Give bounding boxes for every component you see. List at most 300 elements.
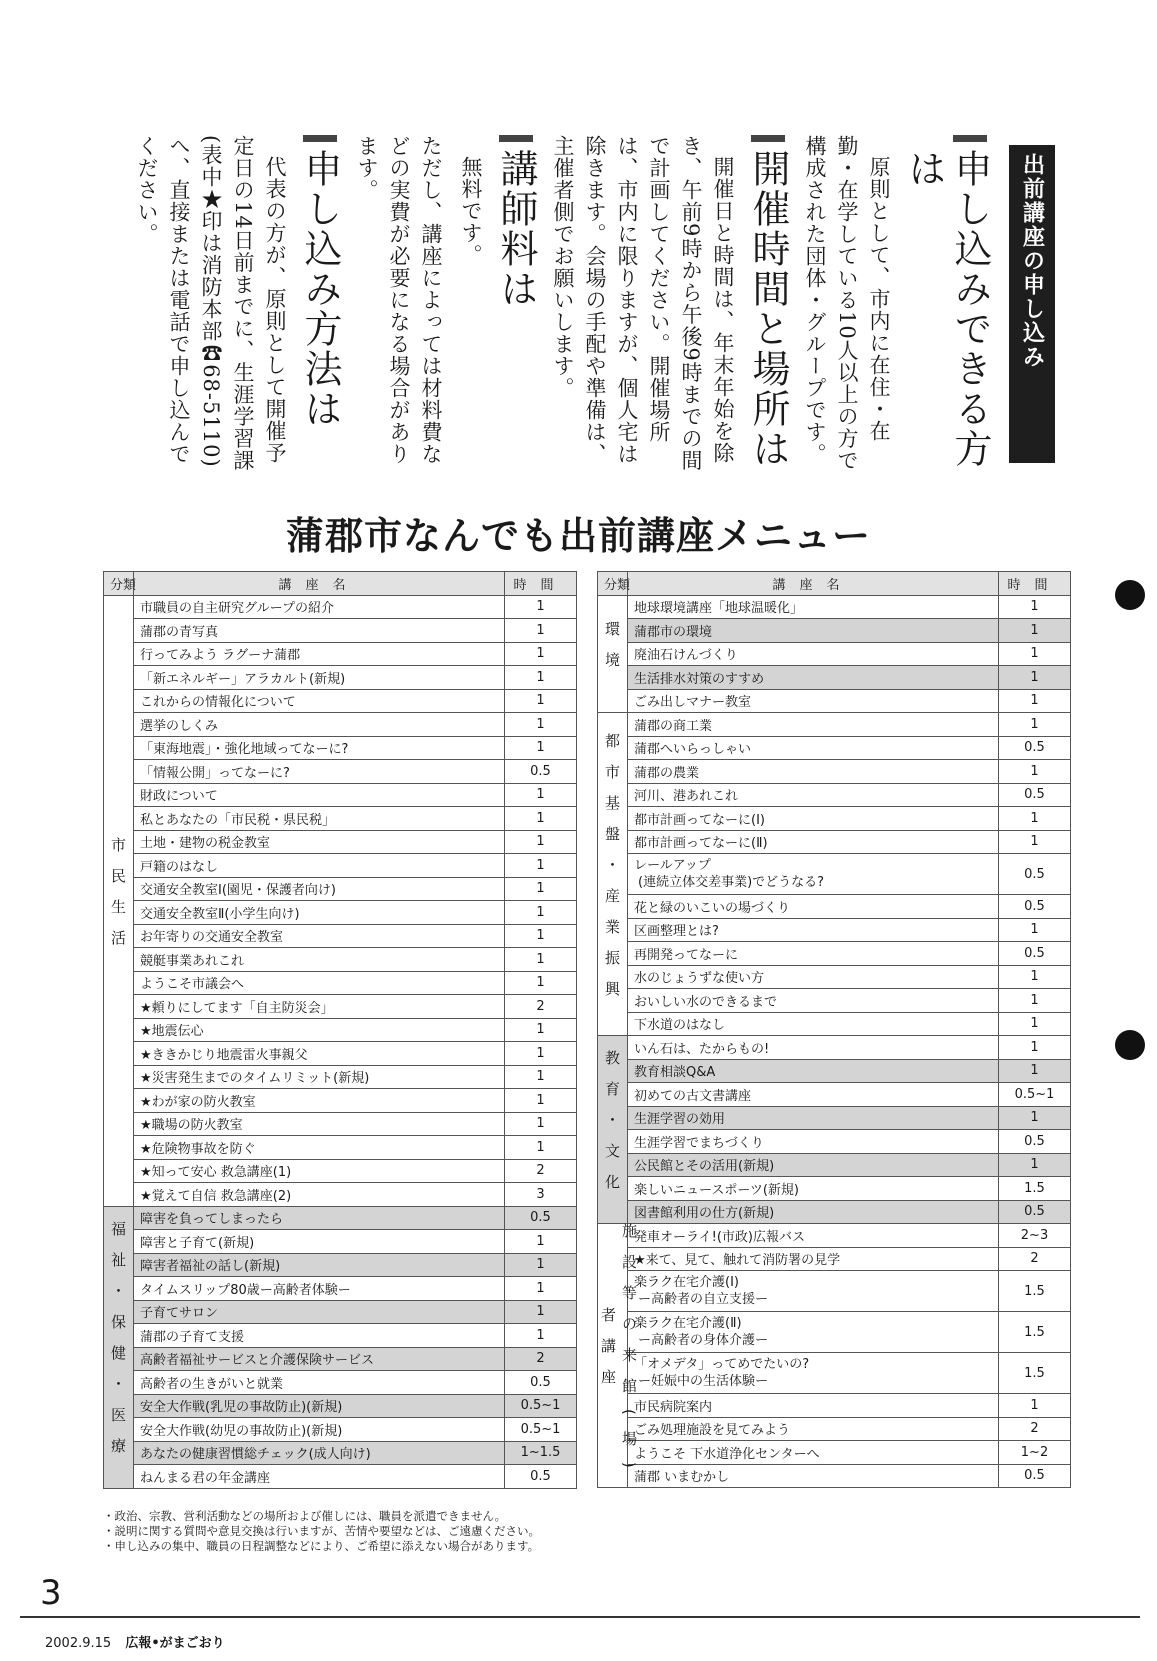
course-time: 1.5 <box>999 1271 1071 1312</box>
course-title: 「オメデタ」ってめでたいの? <box>634 1357 810 1372</box>
course-time: 1 <box>505 1018 577 1042</box>
course-name <box>628 1312 999 1353</box>
course-title: 教育相談Q&A <box>634 1065 716 1081</box>
course-title: 生活排水対策のすすめ <box>634 671 765 687</box>
course-time: 1 <box>999 666 1071 690</box>
table-row <box>598 1059 1071 1083</box>
course-title: 楽ラク在宅介護(Ⅱ) <box>634 1316 742 1331</box>
course-title: ★来て、見て、触れて消防署の見学 <box>634 1253 841 1269</box>
course-title: 蒲郡の農業 <box>634 765 700 781</box>
course-name <box>628 1200 999 1224</box>
course-title: 生涯学習でまちづくり <box>634 1135 764 1151</box>
course-time: 1.5 <box>999 1177 1071 1201</box>
table-row <box>104 1300 577 1324</box>
header-name: 講座名 <box>134 572 505 596</box>
footer <box>45 1632 225 1651</box>
punch-hole <box>1115 580 1145 610</box>
header-time: 時間 <box>999 572 1071 596</box>
course-name <box>134 1441 505 1465</box>
course-title: 都市計画ってなーに(Ⅱ) <box>634 836 768 852</box>
course-name <box>628 1417 999 1441</box>
table-row <box>104 1159 577 1183</box>
course-time: 1 <box>999 830 1071 854</box>
category-label: 福祉・保健・医療 <box>109 1221 127 1469</box>
header-name: 講座名 <box>628 572 999 596</box>
table-row <box>104 1112 577 1136</box>
course-subtitle: ー高齢者の自立支援ー <box>638 1292 769 1307</box>
course-time: 1 <box>505 1300 577 1324</box>
table-row <box>598 666 1071 690</box>
para-time-place: 開催日と時間は、年末年始を除き、午前9時から午後9時までの間で計画してください。開催場所は、市内に限りますが、個人宅は除きます。会場の手配や準備は、主催者側でお願いします。 <box>551 135 735 472</box>
table-row <box>598 854 1071 895</box>
course-title: 障害者福祉の話し(新規) <box>140 1259 281 1275</box>
course-title: 障害を負ってしまったら <box>140 1212 284 1228</box>
course-time: 1 <box>505 1065 577 1089</box>
course-title: 市職員の自主研究グループの紹介 <box>140 601 334 617</box>
course-time: 1 <box>505 830 577 854</box>
note-line: ・説明に関する質問や意見交換は行いますが、苦情や要望などは、ご遠慮ください。 <box>103 1524 540 1538</box>
course-name <box>134 807 505 831</box>
course-title: 市民病院案内 <box>634 1399 713 1415</box>
category-cell <box>104 1206 134 1488</box>
course-time: 0.5 <box>505 1465 577 1489</box>
course-time: 1 <box>505 642 577 666</box>
course-name <box>134 713 505 737</box>
course-time: 0.5 <box>505 1371 577 1395</box>
table-row <box>104 1206 577 1230</box>
course-time: 1 <box>505 1253 577 1277</box>
section-banner: 出前講座の申し込み <box>1009 145 1055 463</box>
course-title: 区画整理とは? <box>634 924 719 940</box>
course-title: 公民館とその活用(新規) <box>634 1159 775 1175</box>
table-row <box>104 1324 577 1348</box>
table-row <box>598 1464 1071 1488</box>
course-title: お年寄りの交通安全教室 <box>140 930 284 946</box>
course-time: 2 <box>505 1347 577 1371</box>
notes <box>103 1509 540 1554</box>
table-row <box>598 642 1071 666</box>
table-row <box>598 1394 1071 1418</box>
course-time: 1 <box>505 619 577 643</box>
course-time: 1 <box>505 689 577 713</box>
course-name <box>628 1271 999 1312</box>
category-cell <box>104 595 134 1206</box>
course-title: 生涯学習の効用 <box>634 1112 726 1128</box>
table-row <box>104 1042 577 1066</box>
course-name <box>628 918 999 942</box>
para-eligibility: 原則として、市内に在住・在勤・在学している10人以上の方で構成された団体・グループです。 <box>803 135 891 472</box>
course-time: 0.5 <box>999 1200 1071 1224</box>
course-name <box>134 1136 505 1160</box>
course-name <box>134 1418 505 1442</box>
course-time: 1 <box>505 1112 577 1136</box>
course-name <box>134 1253 505 1277</box>
header-time: 時間 <box>505 572 577 596</box>
course-name <box>628 736 999 760</box>
course-title: 都市計画ってなーに(Ⅰ) <box>634 812 765 828</box>
category-label: 都市基盤・産業振興 <box>603 732 621 1012</box>
course-time: 1 <box>505 807 577 831</box>
course-title: ★頼りにしてます「自主防災会」 <box>140 1000 334 1016</box>
course-time: 1 <box>999 595 1071 619</box>
course-title: ★危険物事故を防ぐ <box>140 1141 256 1157</box>
course-name <box>628 1153 999 1177</box>
course-title: これからの情報化について <box>140 695 296 711</box>
course-time: 1 <box>505 736 577 760</box>
table-row <box>598 619 1071 643</box>
course-name <box>628 1036 999 1060</box>
heading-time-place: 開催時間と場所は <box>745 135 791 480</box>
course-time: 1 <box>999 1106 1071 1130</box>
course-name <box>134 1159 505 1183</box>
course-title: 蒲郡へいらっしゃい <box>634 742 752 758</box>
table-row <box>598 1036 1071 1060</box>
category-cell <box>598 713 628 1036</box>
course-time: 1 <box>505 971 577 995</box>
course-title: 競艇事業あれこれ <box>140 953 245 969</box>
course-name <box>628 1130 999 1154</box>
course-subtitle: ー高齢者の身体介護ー <box>638 1333 769 1348</box>
punch-hole <box>1115 1030 1145 1060</box>
course-name <box>134 995 505 1019</box>
course-title: 図書館利用の仕方(新規) <box>634 1206 775 1222</box>
course-name <box>628 1247 999 1271</box>
table-row <box>598 895 1071 919</box>
heading-fee: 講師料は <box>493 135 539 480</box>
table-row <box>104 1089 577 1113</box>
menu-table-left <box>103 571 577 1489</box>
table-row <box>104 1230 577 1254</box>
table-row <box>598 783 1071 807</box>
course-name <box>134 1277 505 1301</box>
course-name <box>134 1112 505 1136</box>
table-row <box>104 713 577 737</box>
category-cell <box>598 595 628 713</box>
table-row <box>598 736 1071 760</box>
course-time: 1 <box>505 783 577 807</box>
table-row <box>104 995 577 1019</box>
course-time: 0.5 <box>505 760 577 784</box>
course-time: 1 <box>505 1324 577 1348</box>
course-name <box>134 619 505 643</box>
course-name <box>628 1464 999 1488</box>
course-name <box>628 895 999 919</box>
course-title: 交通安全教室Ⅰ(園児・保護者向け) <box>140 883 336 899</box>
course-title: 高齢者の生きがいと就業 <box>140 1376 284 1392</box>
course-name <box>628 1224 999 1248</box>
course-title: 行ってみよう ラグーナ蒲郡 <box>140 648 301 664</box>
course-time: 1 <box>999 642 1071 666</box>
course-time: 0.5 <box>999 1130 1071 1154</box>
course-title: 蒲郡の子育て支援 <box>140 1329 245 1345</box>
course-time: 1 <box>505 1089 577 1113</box>
course-title: 河川、港あれこれ <box>634 789 739 805</box>
course-title: ごみ出しマナー教室 <box>634 695 752 711</box>
course-name <box>134 1183 505 1207</box>
table-row <box>598 1083 1071 1107</box>
course-time: 1 <box>505 1230 577 1254</box>
course-time: 1 <box>999 1059 1071 1083</box>
course-title: 蒲郡の商工業 <box>634 718 713 734</box>
course-title: ★知って安心 救急講座(1) <box>140 1165 292 1181</box>
course-title: 再開発ってなーに <box>634 947 739 963</box>
course-time: 2 <box>999 1417 1071 1441</box>
course-title: 「新エネルギー」アラカルト(新規) <box>140 671 346 687</box>
course-subtitle: (連続立体交差事業)でどうなる? <box>638 875 825 890</box>
footer-publication: 広報•がまごおり <box>125 1636 225 1651</box>
course-time: 1~2 <box>999 1441 1071 1465</box>
course-name <box>628 807 999 831</box>
course-time: 1 <box>505 1277 577 1301</box>
course-name <box>134 1206 505 1230</box>
table-row <box>598 713 1071 737</box>
course-time: 0.5 <box>999 895 1071 919</box>
table-row <box>104 1465 577 1489</box>
course-title: あなたの健康習慣総チェック(成人向け) <box>140 1447 371 1463</box>
table-row <box>598 1417 1071 1441</box>
course-title: ようこそ 下水道浄化センターへ <box>634 1446 820 1462</box>
course-time: 1 <box>999 918 1071 942</box>
category-label: 教育・文化 <box>603 1050 621 1205</box>
table-row <box>104 948 577 972</box>
table-row <box>104 924 577 948</box>
course-name <box>134 971 505 995</box>
course-time: 3 <box>505 1183 577 1207</box>
course-name <box>134 901 505 925</box>
course-title: 廃油石けんづくり <box>634 648 738 664</box>
footer-date: 2002.9.15 <box>45 1636 112 1651</box>
course-time: 0.5 <box>999 736 1071 760</box>
course-name <box>134 854 505 878</box>
course-title: 楽しいニュースポーツ(新規) <box>634 1182 799 1198</box>
course-name <box>628 942 999 966</box>
table-row <box>104 1065 577 1089</box>
course-time: 1 <box>505 901 577 925</box>
heading-eligibility: 申し込みできる方は <box>901 135 993 480</box>
table-row <box>598 1153 1071 1177</box>
course-time: 1 <box>505 713 577 737</box>
course-name <box>134 1394 505 1418</box>
course-name <box>134 1065 505 1089</box>
table-row <box>104 854 577 878</box>
table-row <box>104 642 577 666</box>
table-row <box>598 1441 1071 1465</box>
course-title: ★ききかじり地震雷火事親父 <box>140 1047 308 1063</box>
course-name <box>628 989 999 1013</box>
table-row <box>104 1347 577 1371</box>
course-time: 0.5 <box>999 1464 1071 1488</box>
course-time: 0.5~1 <box>999 1083 1071 1107</box>
course-time: 1.5 <box>999 1312 1071 1353</box>
para-fee-1: 無料です。 <box>459 156 483 266</box>
table-row <box>104 1136 577 1160</box>
course-title: 発車オーライ!(市政)広報バス <box>634 1229 805 1245</box>
course-time: 0.5 <box>999 854 1071 895</box>
course-time: 1 <box>999 760 1071 784</box>
course-title: ごみ処理施設を見てみよう <box>634 1423 791 1439</box>
table-row <box>598 1012 1071 1036</box>
course-time: 1 <box>999 807 1071 831</box>
course-title: 選挙のしくみ <box>140 718 219 734</box>
table-row <box>104 807 577 831</box>
para-apply: 代表の方が、原則として開催予定日の14日前までに、生涯学習課(表中★印は消防本部☎68-5110)へ、直接または電話で申し込んでください。 <box>135 135 287 472</box>
course-name <box>134 1324 505 1348</box>
course-title: 交通安全教室Ⅱ(小学生向け) <box>140 906 300 922</box>
course-name <box>134 595 505 619</box>
course-time: 0.5~1 <box>505 1394 577 1418</box>
category-cell <box>598 1036 628 1224</box>
table-row <box>598 830 1071 854</box>
course-time: 1 <box>505 924 577 948</box>
header-category: 分類 <box>598 572 628 596</box>
course-title: レールアップ <box>634 858 711 873</box>
table-row <box>104 1183 577 1207</box>
course-title: 財政について <box>140 789 218 805</box>
course-name <box>134 783 505 807</box>
course-name <box>134 1347 505 1371</box>
course-name <box>628 666 999 690</box>
course-title: 蒲郡 いまむかし <box>634 1470 730 1486</box>
course-time: 1 <box>505 948 577 972</box>
course-name <box>628 1059 999 1083</box>
category-label: 施設等の来館(場)者講座 <box>599 1223 638 1484</box>
course-name <box>628 619 999 643</box>
course-name <box>134 760 505 784</box>
course-title: 「東海地震」・強化地域ってなーに? <box>140 742 349 758</box>
course-name <box>628 713 999 737</box>
course-title: ★覚えて自信 救急講座(2) <box>140 1188 292 1204</box>
table-row <box>598 965 1071 989</box>
course-name <box>134 689 505 713</box>
note-line: ・申し込みの集中、職員の日程調整などにより、ご希望に添えない場合があります。 <box>103 1539 540 1553</box>
course-time: 1 <box>999 1012 1071 1036</box>
course-title: ★災害発生までのタイムリミット(新規) <box>140 1071 370 1087</box>
course-name <box>134 830 505 854</box>
table-row <box>598 1200 1071 1224</box>
table-row <box>598 942 1071 966</box>
course-name <box>628 1083 999 1107</box>
course-title: 「情報公開」ってなーに? <box>140 765 290 781</box>
table-row <box>104 783 577 807</box>
para-fee-2: ただし、講座によっては材料費などの実費が必要になる場合があります。 <box>355 135 443 465</box>
course-name <box>628 1353 999 1394</box>
menu-title: 蒲郡市なんでも出前講座メニュー <box>285 514 871 558</box>
course-name <box>628 595 999 619</box>
course-title: 高齢者福祉サービスと介護保険サービス <box>140 1353 375 1369</box>
table-row <box>104 1394 577 1418</box>
table-row <box>104 1441 577 1465</box>
course-title: ねんまる君の年金講座 <box>140 1470 271 1486</box>
course-title: 蒲郡の青写真 <box>140 624 219 640</box>
course-name <box>628 642 999 666</box>
course-title: 花と緑のいこいの場づくり <box>634 900 791 916</box>
table-row <box>598 1106 1071 1130</box>
course-title: 初めての古文書講座 <box>634 1088 752 1104</box>
course-name <box>134 666 505 690</box>
course-title: 安全大作戦(幼児の事故防止)(新規) <box>140 1423 343 1439</box>
course-title: 土地・建物の税金教室 <box>140 836 271 852</box>
table-row <box>104 1371 577 1395</box>
table-row <box>104 877 577 901</box>
table-row <box>598 1353 1071 1394</box>
table-row <box>104 760 577 784</box>
course-name <box>628 830 999 854</box>
course-title: 蒲郡市の環境 <box>634 624 713 640</box>
table-row <box>104 901 577 925</box>
course-title: 水のじょうずな使い方 <box>634 971 765 987</box>
table-row <box>104 689 577 713</box>
course-name <box>134 1089 505 1113</box>
menu-table-right <box>597 571 1071 1488</box>
table-row <box>104 736 577 760</box>
header-category: 分類 <box>104 572 134 596</box>
course-title: 下水道のはなし <box>634 1018 726 1034</box>
course-name <box>628 1012 999 1036</box>
course-title: タイムスリップ80歳ー高齢者体験ー <box>140 1282 351 1298</box>
table-row <box>104 971 577 995</box>
course-title: いん石は、たからもの! <box>634 1041 770 1057</box>
table-row <box>598 807 1071 831</box>
table-row <box>104 666 577 690</box>
course-time: 1~1.5 <box>505 1441 577 1465</box>
course-time: 1 <box>999 713 1071 737</box>
course-title: 地球環境講座「地球温暖化」 <box>634 601 804 617</box>
course-name <box>134 736 505 760</box>
table-row <box>598 1177 1071 1201</box>
course-subtitle: ー妊娠中の生活体験ー <box>638 1374 769 1389</box>
course-time: 2 <box>999 1247 1071 1271</box>
table-row <box>598 1130 1071 1154</box>
course-name <box>628 1394 999 1418</box>
course-title: 障害と子育て(新規) <box>140 1235 255 1251</box>
table-row <box>104 595 577 619</box>
table-row <box>598 1224 1071 1248</box>
course-name <box>134 642 505 666</box>
course-name <box>628 965 999 989</box>
course-name <box>628 854 999 895</box>
heading-apply: 申し込み方法は <box>297 135 343 480</box>
page-number: 3 <box>40 1573 62 1613</box>
course-name <box>134 948 505 972</box>
course-time: 1 <box>999 1153 1071 1177</box>
course-time: 1.5 <box>999 1353 1071 1394</box>
course-time: 1 <box>999 689 1071 713</box>
table-row <box>598 595 1071 619</box>
table-row <box>104 1277 577 1301</box>
course-time: 1 <box>505 1042 577 1066</box>
course-name <box>628 783 999 807</box>
table-row <box>104 1018 577 1042</box>
category-cell <box>598 1223 638 1488</box>
note-line: ・政治、宗教、営利活動などの場所および催しには、職員を派遣できません。 <box>103 1509 507 1523</box>
course-title: ★わが家の防火教室 <box>140 1094 256 1110</box>
course-title: 楽ラク在宅介護(Ⅰ) <box>634 1275 739 1290</box>
course-title: ようこそ市議会へ <box>140 977 245 993</box>
table-row <box>104 619 577 643</box>
course-name <box>134 1300 505 1324</box>
category-label: 環境 <box>603 620 621 683</box>
course-time: 0.5 <box>999 783 1071 807</box>
course-time: 1 <box>999 1394 1071 1418</box>
course-time: 0.5 <box>999 942 1071 966</box>
table-row <box>598 918 1071 942</box>
course-name <box>134 1465 505 1489</box>
table-row <box>104 1253 577 1277</box>
course-name <box>134 1042 505 1066</box>
category-label: 市民生活 <box>109 836 127 961</box>
table-row <box>104 1418 577 1442</box>
table-row <box>598 989 1071 1013</box>
